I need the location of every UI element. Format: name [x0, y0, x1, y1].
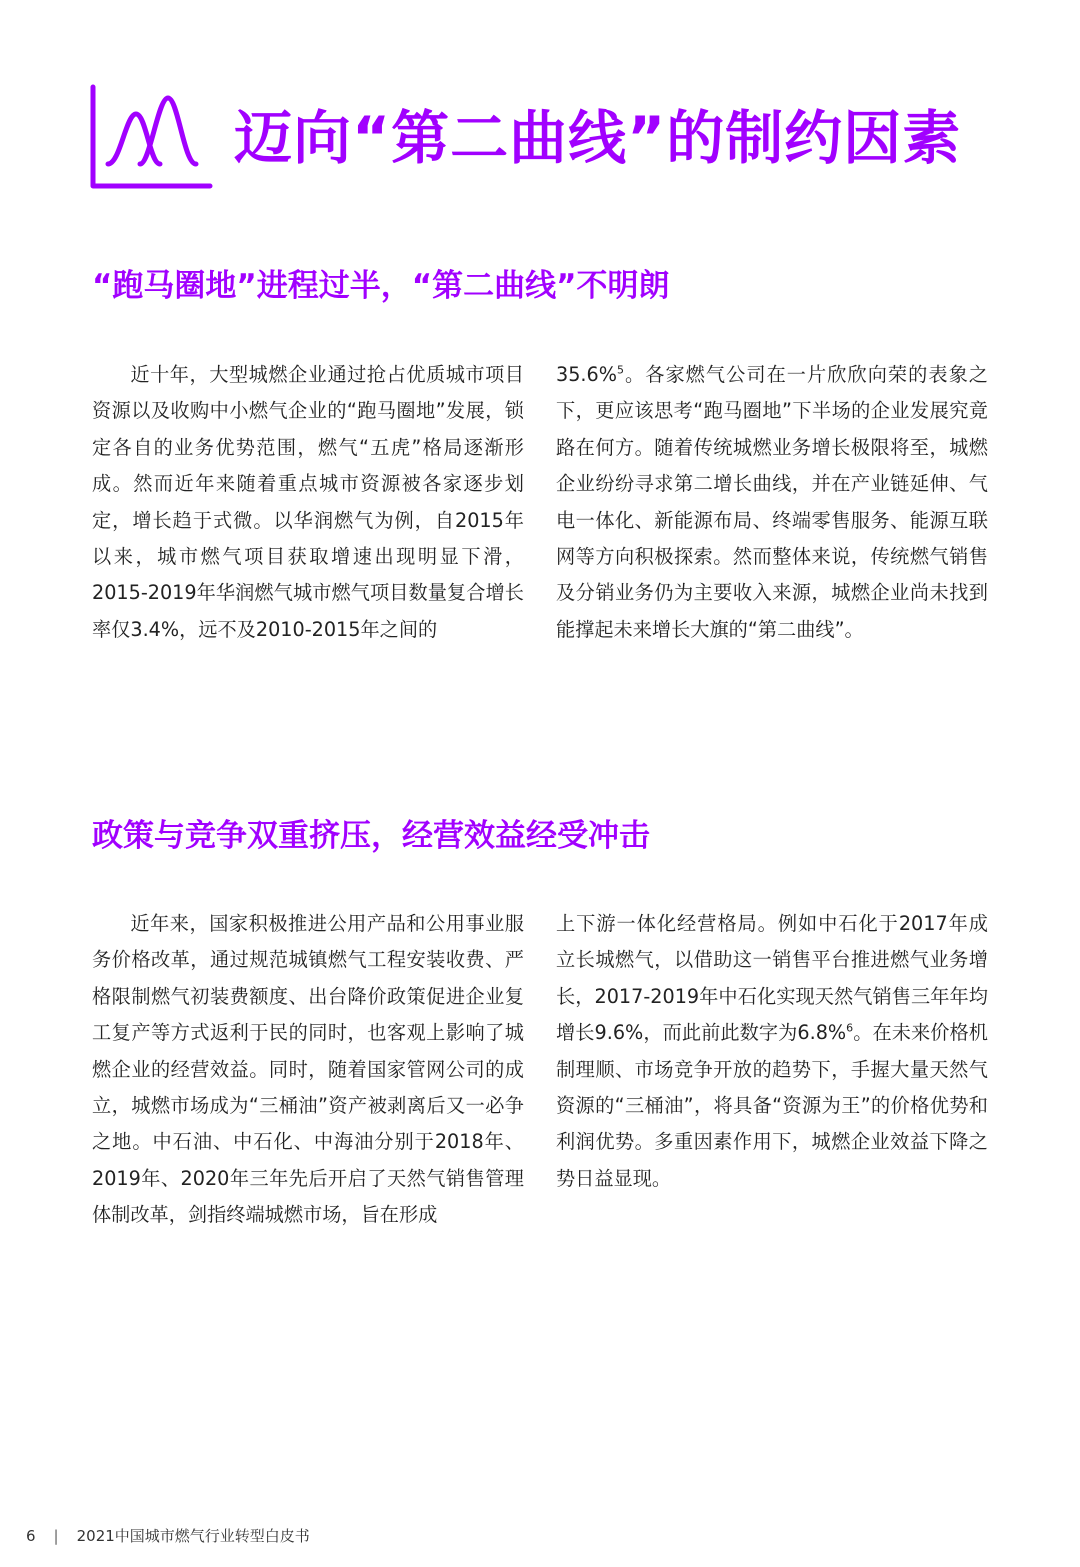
section-2-right-column — [556, 906, 988, 1197]
footnote-ref-5[interactable]: 5 — [616, 363, 624, 377]
footnote-ref-6[interactable]: 6 — [846, 1021, 854, 1035]
page-number: 6 — [26, 1527, 36, 1545]
section-title-2: 政策与竞争双重挤压，经营效益经受冲击 — [92, 818, 650, 854]
section-1-right-text-a: 35.6% — [556, 363, 617, 386]
section-2-left-column: 近年来，国家积极推进公用产品和公用事业服务价格改革，通过规范城镇燃气工程安装收费、严格限制燃气初装费额度、出台降价政策促进企业复工复产等方式返利于民的同时，也客观上影响了城燃企业的经营效益。同时，随着国家管网公司的成立，城燃市场成为“三桶油”资产被剥离后又一必争之地。中石油、中石化、中海油分别于2018年、2019年、2020年三年先后开启了天然气销售管理体制改革，剑指终端城燃市场，旨在形成 — [92, 912, 524, 1227]
section-2-right-text-a: 上下游一体化经营格局。例如中石化于2017年成立长城燃气，以借助这一销售平台推进燃气业务增长，2017-2019年中石化实现天然气销售三年年均增长9.6%，而此前此数字为6.8% — [556, 912, 988, 1045]
section-1-right-column — [556, 357, 988, 648]
section-title-1: “跑马圈地”进程过半，“第二曲线”不明朗 — [92, 268, 670, 304]
section-2-right-text-b: 。在未来价格机制理顺、市场竞争开放的趋势下，手握大量天然气资源的“三桶油”，将具备“资源为王”的价格优势和利润优势。多重因素作用下，城燃企业效益下降之势日益显现。 — [556, 1021, 988, 1190]
section-1-right-text-b: 。各家燃气公司在一片欣欣向荣的表象之下，更应该思考“跑马圈地”下半场的企业发展究竟路在何方。随着传统城燃业务增长极限将至，城燃企业纷纷寻求第二增长曲线，并在产业链延伸、气电一体化、新能源布局、终端零售服务、能源互联网等方向积极探索。然而整体来说，传统燃气销售及分销业务仍为主要收入来源，城燃企业尚未找到能撑起未来增长大旗的“第二曲线”。 — [556, 363, 988, 641]
section-1-left-column: 近十年，大型城燃企业通过抢占优质城市项目资源以及收购中小燃气企业的“跑马圈地”发展，锁定各自的业务优势范围，燃气“五虎”格局逐渐形成。然而近年来随着重点城市资源被各家逐步划定，增长趋于式微。以华润燃气为例，自2015年以来，城市燃气项目获取增速出现明显下滑，2015-2019年华润燃气城市燃气项目数量复合增长率仅3.4%，远不及2010-2015年之间的 — [92, 363, 524, 641]
bell-curves-icon — [88, 84, 214, 190]
page-title: 迈向“第二曲线”的制约因素 — [234, 104, 962, 172]
document-title: 2021中国城市燃气行业转型白皮书 — [76, 1527, 310, 1545]
page-footer — [26, 1525, 310, 1546]
footer-separator: | — [53, 1527, 59, 1545]
